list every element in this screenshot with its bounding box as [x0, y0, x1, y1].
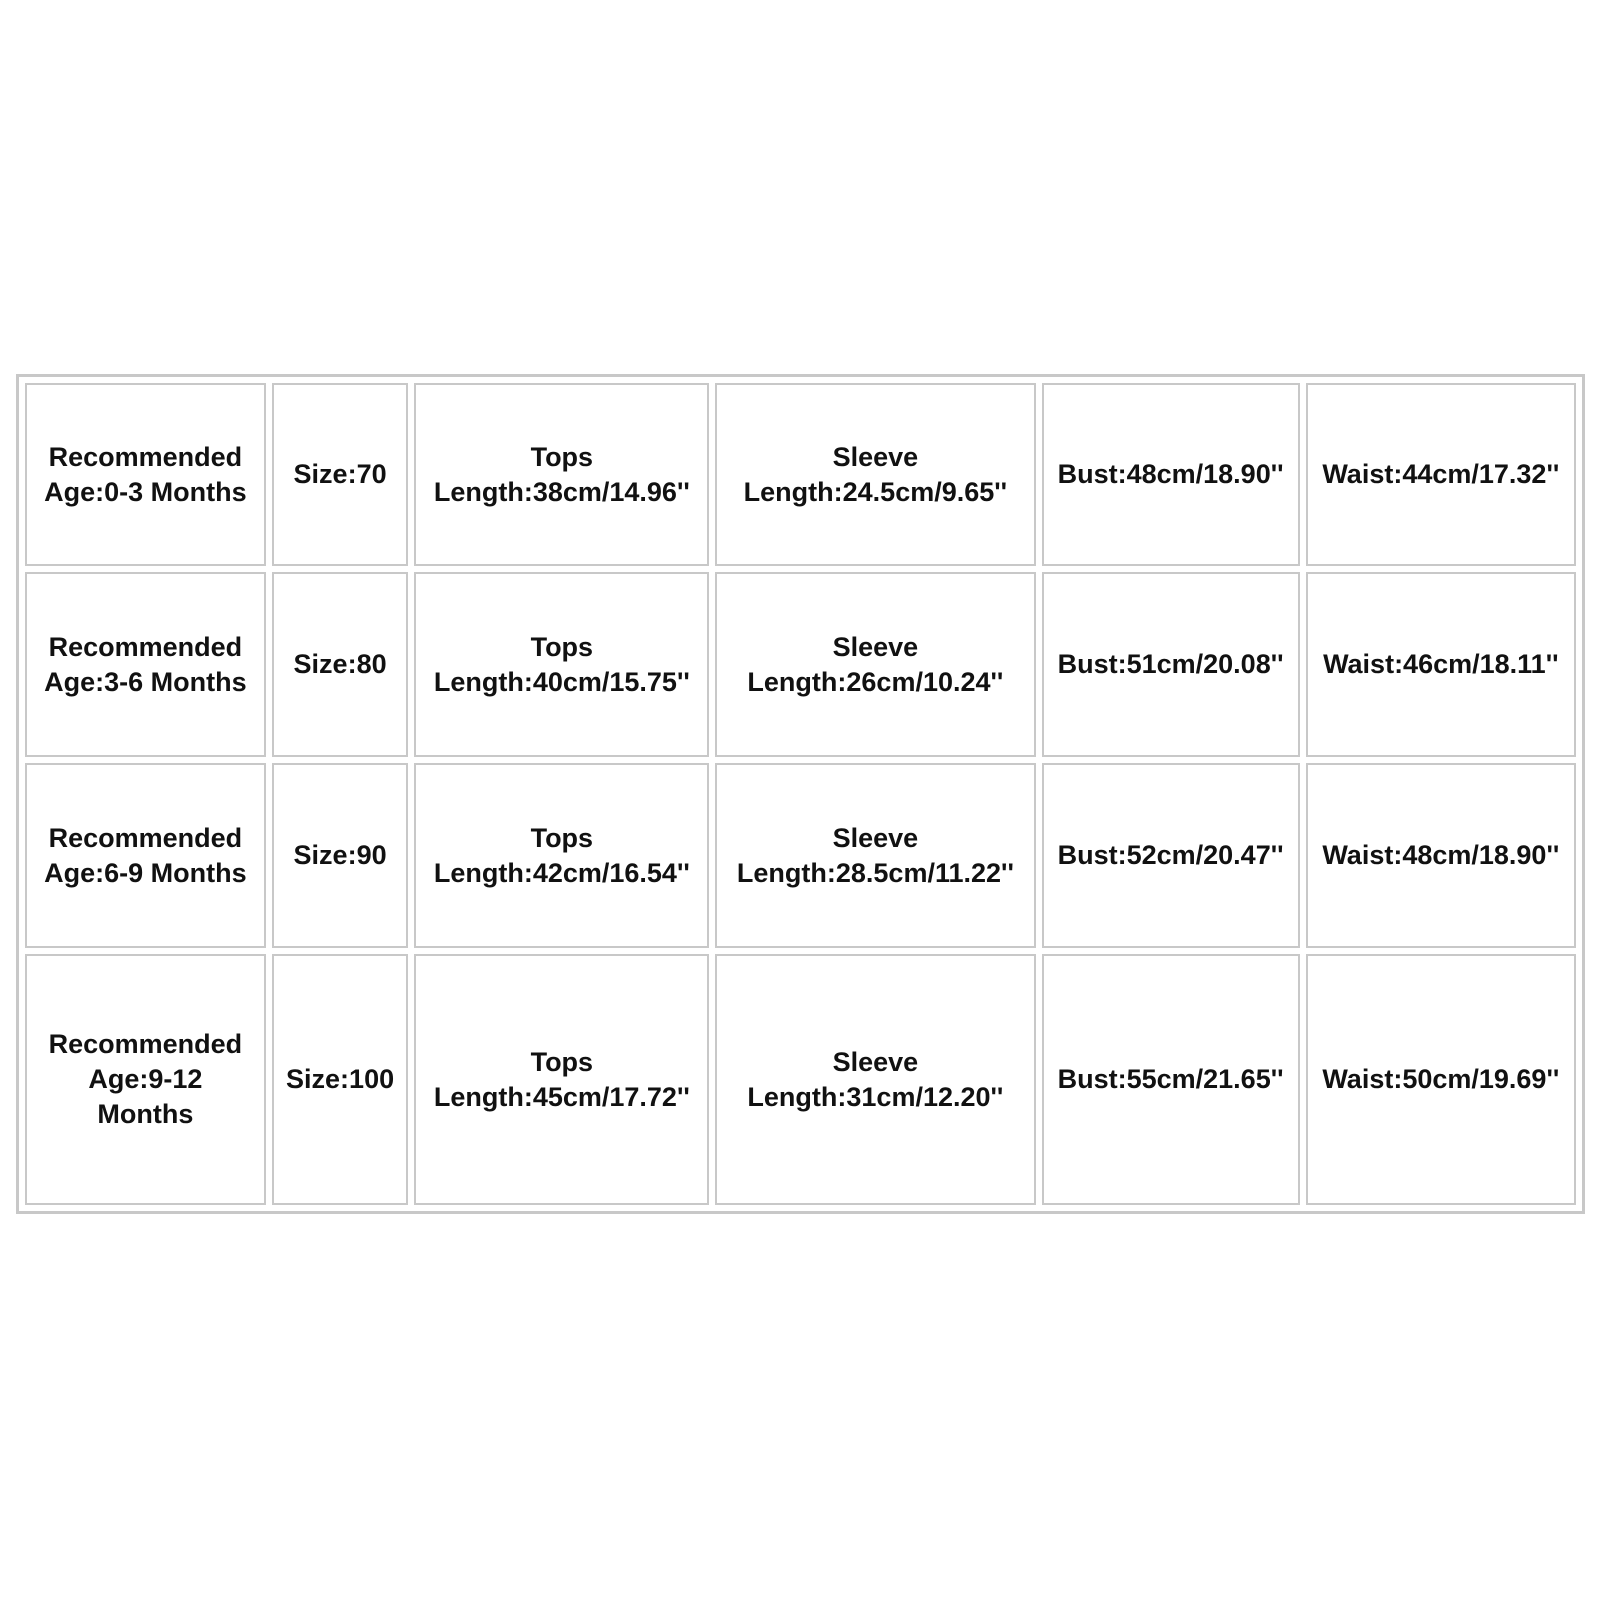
sleeve-length-text: Sleeve Length:24.5cm/9.65'': [743, 441, 1008, 507]
waist-cell: [1306, 763, 1576, 948]
tops-length-cell: [414, 763, 709, 948]
table-row: [25, 572, 1576, 757]
age-cell: [25, 572, 266, 757]
waist-text: Waist:44cm/17.32'': [1322, 459, 1560, 489]
bust-text: Bust:52cm/20.47'': [1057, 840, 1284, 871]
bust-text: Bust:48cm/18.90'': [1057, 459, 1284, 489]
age-cell: [25, 763, 266, 948]
bust-cell: [1042, 383, 1300, 566]
tops-length-cell: [414, 954, 709, 1205]
sleeve-length-cell: [715, 763, 1035, 948]
tops-length-text: Tops Length:40cm/15.75'': [433, 631, 690, 697]
waist-cell: [1306, 383, 1576, 566]
table-row: [25, 383, 1576, 566]
age-cell: [25, 954, 266, 1205]
age-cell: [25, 383, 266, 566]
bust-text: Bust:55cm/21.65'': [1057, 1064, 1284, 1095]
age-text: Recommended Age:9-12 Months: [48, 1029, 243, 1130]
tops-length-cell: [414, 572, 709, 757]
size-cell: [272, 383, 409, 566]
waist-cell: [1306, 954, 1576, 1205]
age-text: Recommended Age:0-3 Months: [44, 441, 247, 507]
size-text: Size:100: [286, 1064, 395, 1095]
waist-text: Waist:46cm/18.11'': [1323, 649, 1559, 680]
bust-cell: [1042, 763, 1300, 948]
waist-cell: [1306, 572, 1576, 757]
bust-cell: [1042, 954, 1300, 1205]
tops-length-text: Tops Length:42cm/16.54'': [433, 822, 690, 888]
size-chart-table: [16, 374, 1585, 1214]
sleeve-length-cell: [715, 383, 1035, 566]
table-row: [25, 763, 1576, 948]
sleeve-length-cell: [715, 572, 1035, 757]
tops-length-cell: [414, 383, 709, 566]
bust-cell: [1042, 572, 1300, 757]
size-text: Size:80: [293, 649, 387, 680]
table-row: [25, 954, 1576, 1205]
sleeve-length-text: Sleeve Length:28.5cm/11.22'': [736, 822, 1014, 888]
size-cell: [272, 954, 409, 1205]
size-cell: [272, 763, 409, 948]
tops-length-text: Tops Length:45cm/17.72'': [433, 1046, 690, 1112]
bust-text: Bust:51cm/20.08'': [1057, 649, 1284, 680]
sleeve-length-cell: [715, 954, 1035, 1205]
age-text: Recommended Age:3-6 Months: [44, 631, 247, 697]
sleeve-length-text: Sleeve Length:31cm/12.20'': [747, 1046, 1004, 1112]
size-text: Size:90: [293, 840, 387, 871]
sleeve-length-text: Sleeve Length:26cm/10.24'': [747, 631, 1004, 697]
waist-text: Waist:50cm/19.69'': [1322, 1064, 1560, 1095]
size-text: Size:70: [293, 459, 387, 489]
tops-length-text: Tops Length:38cm/14.96'': [433, 441, 690, 507]
size-cell: [272, 572, 409, 757]
waist-text: Waist:48cm/18.90'': [1322, 840, 1560, 871]
age-text: Recommended Age:6-9 Months: [44, 822, 247, 888]
